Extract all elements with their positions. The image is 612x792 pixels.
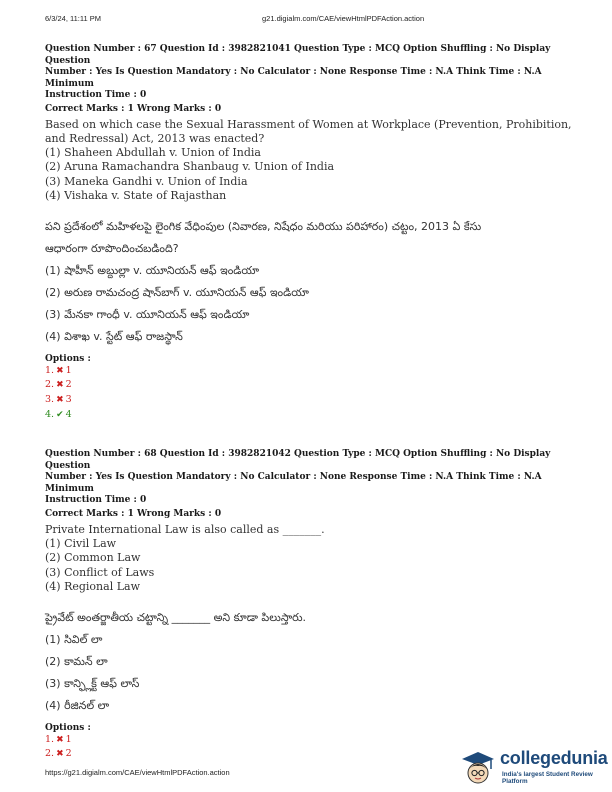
options-en-list xyxy=(45,537,575,595)
option-te: (1) సివిల్ లా xyxy=(45,632,103,646)
option-te: (4) విశాఖ v. స్టేట్ ఆఫ్ రాజస్థాన్ xyxy=(45,329,183,343)
option-en: (2) Aruna Ramachandra Shanbaug v. Union of India xyxy=(45,160,335,173)
option-te: (1) షాహీన్ అబ్దుల్లా v. యూనియన్ ఆఫ్ ఇండియా xyxy=(45,263,260,277)
option-en: (4) Regional Law xyxy=(45,580,140,593)
option-en: (2) Common Law xyxy=(45,551,141,564)
option-en: (4) Vishaka v. State of Rajasthan xyxy=(45,189,227,202)
question-text-en: Based on which case the Sexual Harassment of Women at Workplace (Prevention, Prohibition, and Redressal) Act, 2013 was enacted? xyxy=(45,117,572,145)
print-url-header: g21.digialm.com/CAE/viewHtmlPDFAction.action xyxy=(262,14,425,23)
question-text-te: పని ప్రదేశంలో మహిళలపై లైంగిక వేధింపుల (నివారణ, నిషేధం మరియు పరిహారం) చట్టం, 2013 ఏ కేసు ఆధారంగా రూపొందించబడింది? xyxy=(45,219,482,255)
cross-icon: ✖ xyxy=(56,749,64,760)
option-te: (4) రీజినల్ లా xyxy=(45,698,110,712)
marks-info: Correct Marks : 1 Wrong Marks : 0 xyxy=(45,508,222,519)
question-text-en: Private International Law is also called as _______. xyxy=(45,522,325,536)
options-en-list xyxy=(45,146,575,204)
question-block-67 xyxy=(45,44,575,423)
options-label: Options : xyxy=(45,722,91,733)
question-meta: Question Number : 67 Question Id : 3982821041 Question Type : MCQ Option Shuffling : No Display Question Number : Yes Is Question Mandatory : No Calculator : None Response Time : N.A Think Time : N.A Minimum Instruction Time : 0 xyxy=(45,44,551,100)
answer-option-correct: 4. ✔ 4 xyxy=(45,408,575,423)
options-te-list xyxy=(45,629,575,717)
cross-icon: ✖ xyxy=(56,365,64,376)
option-en: (1) Shaheen Abdullah v. Union of India xyxy=(45,145,261,159)
option-en: (3) Maneka Gandhi v. Union of India xyxy=(45,174,248,188)
question-block-68 xyxy=(45,449,575,762)
answer-option: 2. ✖ 2 xyxy=(45,378,575,393)
cross-icon: ✖ xyxy=(56,395,64,406)
question-text-te: ప్రైవేట్ అంతర్జాతీయ చట్టాన్ని _______ అని కూడా పిలుస్తారు. xyxy=(45,610,306,624)
options-te-list xyxy=(45,260,575,348)
option-en: (3) Conflict of Laws xyxy=(45,565,155,579)
collegedunia-logo xyxy=(458,747,608,787)
options-label: Options : xyxy=(45,353,91,364)
logo-tagline: India's largest Student Review Platform xyxy=(502,771,593,785)
option-te: (2) కామన్ లా xyxy=(45,654,108,668)
option-te: (3) కాన్ఫ్లిక్ట్ ఆఫ్ లాస్ xyxy=(45,676,140,690)
mascot-icon xyxy=(458,747,498,787)
cross-icon: ✖ xyxy=(56,734,64,745)
answer-option: 1. ✖ 1 xyxy=(45,733,575,748)
print-timestamp: 6/3/24, 11:11 PM xyxy=(45,14,102,23)
answer-option: 1. ✖ 1 xyxy=(45,364,575,379)
marks-info: Correct Marks : 1 Wrong Marks : 0 xyxy=(45,103,222,114)
answer-option: 3. ✖ 3 xyxy=(45,393,575,408)
option-en: (1) Civil Law xyxy=(45,536,117,550)
answer-option: 2. ✖ 2 xyxy=(45,747,575,762)
option-te: (2) అరుణ రామచంద్ర షాన్‌బాగ్ v. యూనియన్ ఆఫ్ ఇండియా xyxy=(45,285,309,299)
option-te: (3) మేనకా గాంధీ v. యూనియన్ ఆఫ్ ఇండియా xyxy=(45,307,250,321)
check-icon: ✔ xyxy=(56,409,64,420)
print-url-footer: https://g21.digialm.com/CAE/viewHtmlPDFAction.action xyxy=(45,768,230,777)
question-meta: Question Number : 68 Question Id : 3982821042 Question Type : MCQ Option Shuffling : No Display Question Number : Yes Is Question Mandatory : No Calculator : None Response Time : N.A Think Time : N.A Minimum Instruction Time : 0 xyxy=(45,449,551,505)
logo-wordmark: collegedunia xyxy=(500,748,608,768)
cross-icon: ✖ xyxy=(56,380,64,391)
